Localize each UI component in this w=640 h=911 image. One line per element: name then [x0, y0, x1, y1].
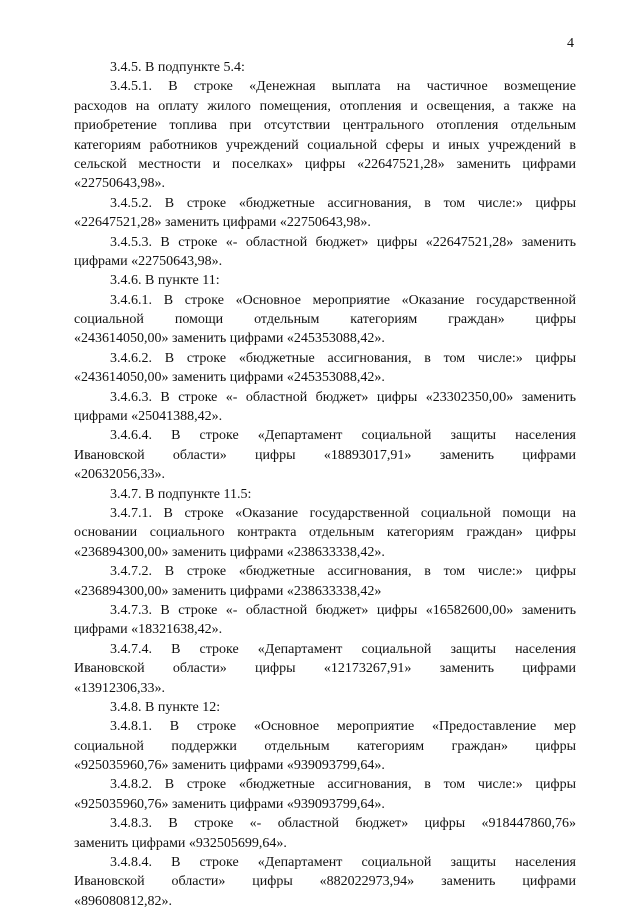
paragraph-line: 3.4.6.2. В строке «бюджетные ассигнования, в том числе:» цифры: [110, 350, 576, 366]
paragraph-line: расходов на оплату жилого помещения, отопления и освещения, а также на: [74, 98, 576, 114]
paragraph-line: 3.4.7.4. В строке «Департамент социальной защиты населения: [110, 641, 576, 657]
paragraph: [74, 775, 576, 814]
paragraph-line: 3.4.5.3. В строке «- областной бюджет» цифры «22647521,28» заменить: [110, 234, 576, 250]
paragraph: [74, 640, 576, 698]
paragraph-line: заменить цифрами «932505699,64».: [74, 835, 287, 851]
paragraph-line: цифрами «18321638,42».: [74, 622, 223, 638]
paragraph-line: «236894300,00» заменить цифрами «238633338,42».: [74, 544, 385, 560]
paragraph-line: «22647521,28» заменить цифрами «22750643,98».: [74, 215, 371, 231]
paragraph-line: 3.4.7.1. В строке «Оказание государственной социальной помощи на: [110, 505, 576, 521]
paragraph: [74, 814, 576, 853]
paragraph-line: 3.4.6.1. В строке «Основное мероприятие «Оказание государственной: [110, 292, 576, 308]
paragraph-line: «925035960,76» заменить цифрами «939093799,64».: [74, 796, 385, 812]
paragraph-line: 3.4.5. В подпункте 5.4:: [110, 60, 245, 75]
paragraph-line: основании социального контракта отдельным категориям граждан» цифры: [74, 525, 576, 541]
paragraph-line: категориям работников учреждений социальной сферы и иных учреждений в: [74, 137, 576, 153]
paragraph: [74, 504, 576, 562]
paragraph-line: «896080812,82».: [74, 893, 172, 909]
paragraph-line: Ивановской области» цифры «12173267,91» заменить цифрами: [74, 661, 576, 677]
paragraph: [74, 388, 576, 427]
paragraph-line: «13912306,33».: [74, 680, 165, 696]
paragraph-line: социальной поддержки отдельным категориям граждан» цифры: [74, 738, 576, 754]
paragraph-line: 3.4.8. В пункте 12:: [110, 699, 221, 715]
paragraph: [74, 485, 576, 504]
paragraph-line: 3.4.8.4. В строке «Департамент социальной защиты населения: [110, 855, 576, 871]
paragraph-line: 3.4.6. В пункте 11:: [110, 273, 220, 289]
paragraph: [74, 77, 576, 193]
paragraph-line: 3.4.6.4. В строке «Департамент социальной защиты населения: [110, 428, 576, 444]
paragraph-line: цифрами «22750643,98».: [74, 253, 223, 269]
paragraph-line: 3.4.5.2. В строке «бюджетные ассигнования, в том числе:» цифры: [110, 195, 576, 211]
paragraph-line: Ивановской области» цифры «882022973,94» заменить цифрами: [74, 874, 576, 890]
paragraph-line: 3.4.7.3. В строке «- областной бюджет» цифры «16582600,00» заменить: [110, 602, 576, 618]
paragraph-line: «243614050,00» заменить цифрами «245353088,42».: [74, 331, 385, 347]
document-body: [74, 58, 576, 911]
paragraph: [74, 601, 576, 640]
paragraph: [74, 562, 576, 601]
page-number: 4: [567, 36, 574, 51]
paragraph-line: приобретение топлива при отсутствии центрального отопления отдельным: [74, 118, 576, 134]
paragraph-line: «22750643,98».: [74, 176, 165, 192]
paragraph-line: 3.4.8.1. В строке «Основное мероприятие «Предоставление мер: [110, 719, 576, 735]
paragraph: [74, 271, 576, 290]
paragraph-line: 3.4.7.2. В строке «бюджетные ассигнования, в том числе:» цифры: [110, 564, 576, 580]
paragraph-line: сельской местности и поселках» цифры «22647521,28» заменить цифрами: [74, 156, 576, 172]
paragraph-line: «243614050,00» заменить цифрами «245353088,42».: [74, 370, 385, 386]
paragraph: [74, 349, 576, 388]
paragraph-line: 3.4.5.1. В строке «Денежная выплата на частичное возмещение: [110, 79, 576, 95]
paragraph-line: 3.4.8.3. В строке «- областной бюджет» цифры «918447860,76»: [110, 816, 576, 832]
paragraph: [74, 194, 576, 233]
paragraph: [74, 717, 576, 775]
paragraph-line: цифрами «25041388,42».: [74, 409, 223, 425]
paragraph-line: социальной помощи отдельным категориям граждан» цифры: [74, 312, 576, 328]
paragraph-line: «20632056,33».: [74, 467, 165, 483]
paragraph-line: 3.4.7. В подпункте 11.5:: [110, 486, 252, 502]
paragraph: [74, 853, 576, 911]
paragraph: [74, 426, 576, 484]
paragraph: [74, 233, 576, 272]
paragraph-line: 3.4.6.3. В строке «- областной бюджет» цифры «23302350,00» заменить: [110, 389, 576, 405]
paragraph-line: Ивановской области» цифры «18893017,91» заменить цифрами: [74, 447, 576, 463]
paragraph: [74, 58, 576, 77]
paragraph-line: 3.4.8.2. В строке «бюджетные ассигнования, в том числе:» цифры: [110, 777, 576, 793]
paragraph-line: «925035960,76» заменить цифрами «939093799,64».: [74, 758, 385, 774]
paragraph: [74, 698, 576, 717]
paragraph-line: «236894300,00» заменить цифрами «238633338,42»: [74, 583, 382, 599]
paragraph: [74, 291, 576, 349]
